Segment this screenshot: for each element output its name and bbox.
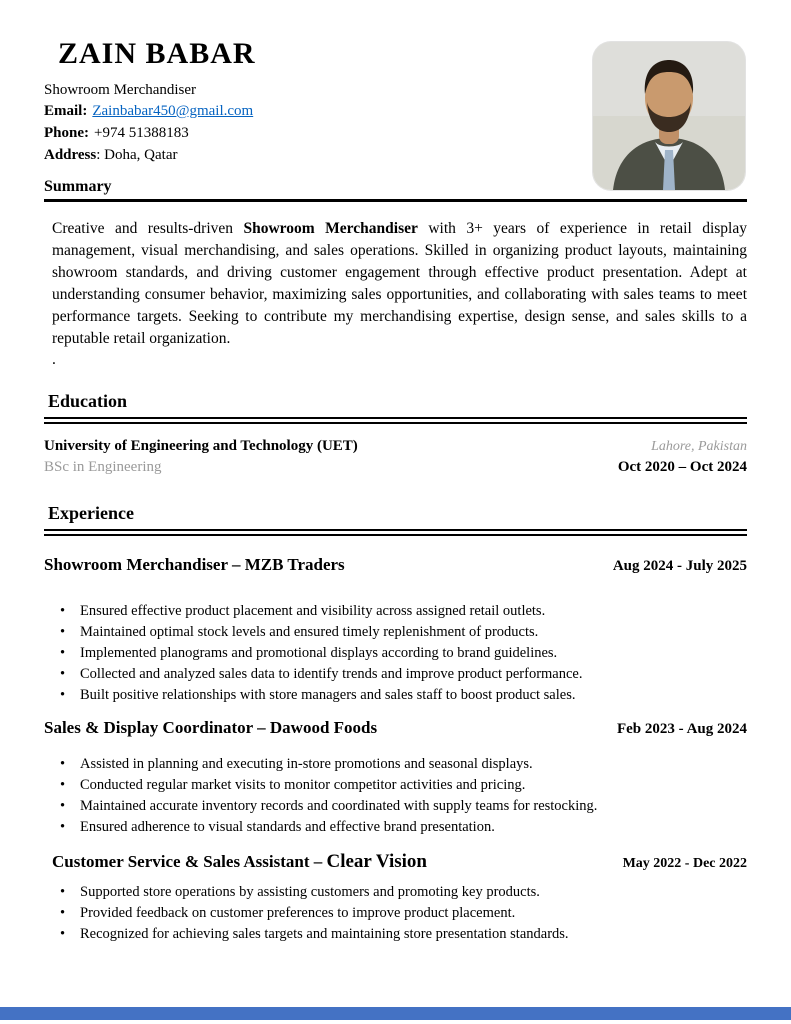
bullet-text: Ensured adherence to visual standards and effective brand presentation. <box>80 819 495 835</box>
candidate-name: ZAIN BABAR <box>58 37 256 70</box>
resume-header <box>44 36 747 166</box>
education-row-school <box>44 436 747 457</box>
education-section <box>44 388 747 478</box>
job-title-prefix: Customer Service & Sales Assistant – <box>52 852 327 871</box>
education-row-degree <box>44 457 747 478</box>
email-label: Email: <box>44 103 88 119</box>
bullet-text: Built positive relationships with store managers and sales staff to boost product sales. <box>80 687 576 703</box>
job-bullet-list <box>44 755 747 837</box>
summary-trailing-dot: . <box>52 351 56 368</box>
summary-heading: Summary <box>44 178 112 195</box>
candidate-title: Showroom Merchandiser <box>44 82 197 98</box>
summary-text-rest: with 3+ years of experience in retail display management, visual merchandising, and sales operations. Skilled in organizing product layouts, maintaining showroom standards, and driving customer engagement through effective product presentation. Adept at understanding consumer behavior, maximizing sales opportunities, and collaborating with sales teams to meet performance targets. Seeking to contribute my merchandising expertise, design sense, and sales skills to a reputable retail organization. <box>52 220 747 347</box>
bullet-icon: • <box>60 884 66 900</box>
footer-accent-bar <box>0 1007 791 1020</box>
bullet-text: Implemented planograms and promotional displays according to brand guidelines. <box>80 645 558 661</box>
bullet-icon: • <box>60 905 66 921</box>
degree-name: BSc in Engineering <box>44 459 162 475</box>
experience-section <box>44 500 747 944</box>
bullet-text: Collected and analyzed sales data to identify trends and improve product performance. <box>80 666 583 682</box>
job-dates: Feb 2023 - Aug 2024 <box>616 721 747 737</box>
list-item <box>44 883 747 902</box>
job-bullet-list <box>44 602 747 705</box>
section-rule <box>44 529 747 536</box>
list-item <box>44 755 747 774</box>
bullet-icon: • <box>60 603 66 619</box>
list-item <box>44 776 747 795</box>
school-name: University of Engineering and Technology (UET) <box>44 438 358 454</box>
summary-text-bold: Showroom Merchandiser <box>243 220 418 237</box>
address-value: : Doha, Qatar <box>96 147 178 163</box>
bullet-text: Conducted regular market visits to monitor competitor activities and pricing. <box>80 777 526 793</box>
education-dates: Oct 2020 – Oct 2024 <box>617 459 747 475</box>
bullet-text: Maintained accurate inventory records and coordinated with supply teams for restocking. <box>80 798 598 814</box>
section-rule <box>44 199 747 202</box>
profile-photo <box>593 42 745 190</box>
phone-value: +974 51388183 <box>94 125 189 141</box>
school-location: Lahore, Pakistan <box>651 439 747 454</box>
list-item <box>44 925 747 944</box>
list-item <box>44 904 747 923</box>
bullet-icon: • <box>60 645 66 661</box>
education-heading: Education <box>48 391 128 411</box>
bullet-icon: • <box>60 756 66 772</box>
list-item <box>44 665 747 684</box>
section-rule <box>44 417 747 424</box>
job-header <box>44 849 747 875</box>
job-title: Sales & Display Coordinator – Dawood Foods <box>44 718 378 737</box>
job-title-company: Clear Vision <box>326 851 427 872</box>
job-header <box>44 715 747 741</box>
bullet-icon: • <box>60 819 66 835</box>
bullet-icon: • <box>60 687 66 703</box>
bullet-text: Recognized for achieving sales targets and maintaining store presentation standards. <box>80 926 569 942</box>
list-item <box>44 644 747 663</box>
job-header <box>44 552 747 578</box>
email-link[interactable]: Zainbabar450@gmail.com <box>92 103 254 119</box>
summary-section <box>44 176 747 370</box>
experience-heading: Experience <box>48 503 134 523</box>
bullet-text: Provided feedback on customer preferences to improve product placement. <box>80 905 516 921</box>
job-dates: May 2022 - Dec 2022 <box>622 856 747 871</box>
bullet-icon: • <box>60 624 66 640</box>
bullet-text: Supported store operations by assisting customers and promoting key products. <box>80 884 540 900</box>
bullet-text: Assisted in planning and executing in-store promotions and seasonal displays. <box>80 756 533 772</box>
bullet-text: Ensured effective product placement and visibility across assigned retail outlets. <box>80 603 546 619</box>
bullet-icon: • <box>60 926 66 942</box>
job-title <box>52 849 427 875</box>
list-item <box>44 686 747 705</box>
bullet-icon: • <box>60 666 66 682</box>
phone-label: Phone: <box>44 125 89 141</box>
list-item <box>44 623 747 642</box>
address-label: Address <box>44 147 97 163</box>
summary-text-lead: Creative and results-driven <box>52 220 244 237</box>
bullet-icon: • <box>60 777 66 793</box>
job-dates: Aug 2024 - July 2025 <box>612 558 747 574</box>
profile-photo-image <box>593 42 745 190</box>
job-title: Showroom Merchandiser – MZB Traders <box>44 555 345 574</box>
list-item <box>44 602 747 621</box>
summary-paragraph <box>44 218 747 350</box>
bullet-text: Maintained optimal stock levels and ensured timely replenishment of products. <box>80 624 539 640</box>
list-item <box>44 797 747 816</box>
list-item <box>44 818 747 837</box>
bullet-icon: • <box>60 798 66 814</box>
job-bullet-list <box>44 883 747 944</box>
